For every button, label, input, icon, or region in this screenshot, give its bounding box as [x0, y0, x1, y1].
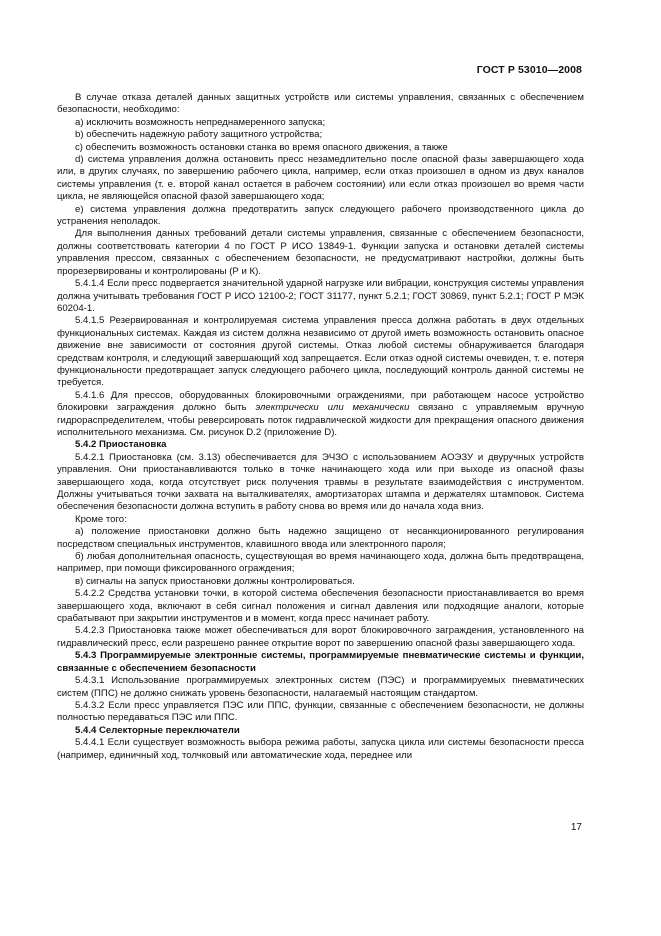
- paragraph: a) положение приостановки должно быть надежно защищено от несанкционированного регулирования посредством специальных инструментов, клавишного ввода или электронного пароля;: [57, 526, 584, 550]
- paragraph: Кроме того:: [75, 513, 127, 525]
- paragraph: б) любая дополнительная опасность, существующая во время начинающего хода, должна быть предотвращена, например, при помощи фиксированного ограждения;: [57, 551, 584, 575]
- paragraph: в) сигналы на запуск приостановки должны контролироваться.: [75, 575, 355, 587]
- paragraph: c) обеспечить возможность остановки станка во время опасного движения, а также: [75, 141, 448, 153]
- document-body: [57, 92, 584, 762]
- paragraph: 5.4.3.1 Использование программируемых электронных систем (ПЭС) и программируемых пневматических систем (ППС) не должно снижать уровень безопасности, налагаемый настоящим стандартом.: [57, 675, 584, 699]
- paragraph-text: 5.4.1.6 Для прессов, оборудованных блокировочными ограждениями, при работающем насосе устройство блокировки заграждения должно быть: [57, 389, 584, 414]
- paragraph: 5.4.1.5 Резервированная и контролируемая система управления пресса должна работать в двух отдельных функциональных системах. Каждая из систем должна независимо от другой иметь возможность остановить опасное движение вне зависимости от состояния другой системы. Отказ любой системы обнаруживается благодаря средствам контроля, и следующий завершающий ход запрещается. Если отказ одной системы очевиден, т. е. потеря функциональности предотвращает запуск следующего рабочего цикла, последующий контроль данной системы не требуется.: [57, 315, 584, 389]
- section-heading: 5.4.3 Программируемые электронные системы, программируемые пневматические системы и функции, связанные с обеспечением безопасности: [57, 650, 584, 674]
- paragraph: 5.4.3.2 Если пресс управляется ПЭС или ППС, функции, связанные с обеспечением безопасности, не должны полностью передаваться ПЭС или ППС.: [57, 699, 584, 724]
- italic-phrase: электрически или механически: [255, 402, 410, 414]
- paragraph: 5.4.2.2 Средства установки точки, в которой система обеспечения безопасности приостанавливается во время завершающего хода, включают в себя сигнал положения и сигнал давления или подходящие аналоги, которые срабатывают при закрытии инструментов и в момент, когда пресс начинает работу.: [57, 588, 584, 625]
- page-number: 17: [570, 822, 582, 833]
- paragraph: Для выполнения данных требований детали системы управления, связанные с обеспечением безопасности, должны соответствовать категории 4 по ГОСТ Р ИСО 13849-1. Функции запуска и остановки деталей системы управления прессом, связанных с обеспечением безопасности, не предусматривают настройки, должны быть прорезервированы и контролированы (Р и К).: [57, 228, 584, 277]
- paragraph: 5.4.2.1 Приостановка (см. 3.13) обеспечивается для ЭЧЗО с использованием АОЭЗУ и двуручных устройств управления. Они приостанавливаются только в точке начинающего хода или при выходе из опасной фазы завершающего хода, когда отсутствует риск получения травмы в результате взаимодействия с инструментом. Должны учитываться точки захвата на выталкивателях, амортизаторах штампа и держателях штамповок. Система обеспечения безопасности должна вступить в работу снова во время или до начала хода вниз.: [57, 451, 584, 513]
- paragraph: a) исключить возможность непреднамеренного запуска;: [75, 116, 326, 128]
- paragraph: d) система управления должна остановить пресс незамедлительно после опасной фазы завершающего хода или, в других случаях, по завершению рабочего цикла, например, если отказ произошел в одном из двух каналов системы управления (т. е. второй канал остается в рабочем состоянии) или если отказ произошел во время части цикла, не являющейся опасной фазой завершающего хода;: [57, 154, 584, 203]
- paragraph: В случае отказа деталей данных защитных устройств или системы управления, связанных с обеспечением безопасности, необходимо:: [57, 92, 584, 116]
- paragraph: b) обеспечить надежную работу защитного устройства;: [75, 129, 323, 141]
- paragraph: 5.4.4.1 Если существует возможность выбора режима работы, запуска цикла или системы безопасности пресса (например, единичный ход, толчковый или автоматические хода, переднее или: [57, 737, 584, 761]
- document-header: ГОСТ Р 53010—2008: [476, 64, 582, 76]
- paragraph: [57, 390, 584, 440]
- paragraph: 5.4.2.3 Приостановка также может обеспечиваться для ворот блокировочного заграждения, установленного на гидравлический пресс, если разрешено раннее открытие ворот по завершению опасной фазы завершающего хода.: [57, 625, 584, 649]
- paragraph: 5.4.1.4 Если пресс подвергается значительной ударной нагрузке или вибрации, конструкция системы управления должна учитывать требования ГОСТ Р ИСО 12100-2; ГОСТ 31177, пункт 5.2.1; ГОСТ 30869, пункт 5.2.1; ГОСТ Р МЭК 60204-1.: [57, 278, 584, 314]
- paragraph-text: связано с управляемым вручную гидрораспределителем, чтобы реверсировать поток гидравлической жидкости для прекращения опасного движения исполнительного механизма. См. рисунок D.2 (приложение D).: [57, 402, 584, 438]
- section-heading: 5.4.2 Приостановка: [75, 439, 167, 451]
- section-heading: 5.4.4 Селекторные переключатели: [75, 724, 240, 736]
- paragraph: e) система управления должна предотвратить запуск следующего рабочего производственного цикла до устранения неполадок.: [57, 203, 584, 228]
